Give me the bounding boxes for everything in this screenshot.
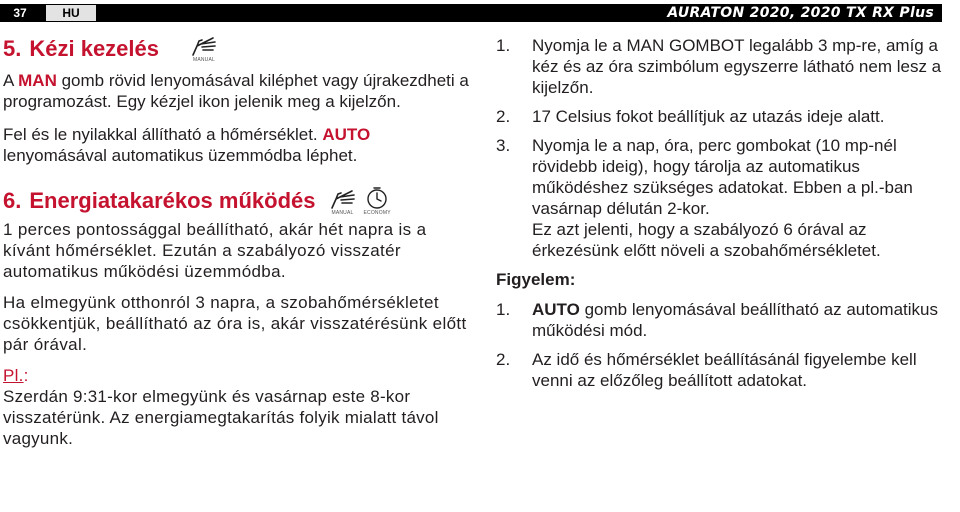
note-number: 2. (496, 350, 511, 369)
step-text: Nyomja le a nap, óra, perc gombokat (10 mp-nél rövidebb ideig), hogy tárolja az automatikus működéshez szükséges adatokat. Ebben a pl.-ban vasárnap délután 2-kor. (532, 136, 913, 218)
section-5-icons (189, 35, 219, 63)
section-5-heading (3, 32, 473, 66)
section-6-icons (328, 186, 391, 216)
section-5-title: Kézi kezelés (29, 36, 159, 61)
step-text-continued: Ez azt jelenti, hogy a szabályozó 6 órával az érkezésünk előtt növeli a szobahőmérsékletet. (532, 220, 881, 260)
list-item (496, 299, 952, 341)
hand-icon-caption: MANUAL (192, 57, 216, 63)
list-item (496, 35, 952, 98)
auto-keyword: AUTO (322, 125, 371, 144)
hand-icon-caption: MANUAL (331, 210, 354, 216)
hand-icon (189, 35, 219, 63)
note-number: 1. (496, 300, 511, 319)
man-keyword: MAN (18, 71, 57, 90)
step-number: 2. (496, 107, 511, 126)
step-number: 3. (496, 136, 511, 155)
product-title: AURATON 2020, 2020 TX RX Plus (667, 5, 934, 21)
section-6-example: Pl.: Szerdán 9:31-kor elmegyünk és vasárnap este 8-kor visszatérünk. Az energiamegtakarítás folyik mialatt távol vagyunk. (3, 366, 439, 448)
page-number: 37 (0, 4, 40, 22)
section-5-paragraph-2: Fel és le nyilakkal állítható a hőmérséklet. AUTO lenyomásával automatikus üzemmódba léphet. (3, 125, 371, 165)
language-tag: HU (46, 5, 96, 21)
section-5-number: 5. (3, 36, 22, 61)
section-6-title: Energiatakarékos működés (29, 188, 316, 213)
list-item (496, 135, 952, 261)
example-text: Szerdán 9:31-kor elmegyünk és vasárnap este 8-kor visszatérünk. Az energiamegtakarítás folyik mialatt távol vagyunk. (3, 387, 439, 448)
section-6-paragraph-2: Ha elmegyünk otthonról 3 napra, a szobahőmérsékletet csökkentjük, beállítható az óra is, akár visszatérésünk előtt pár órával. (3, 293, 467, 354)
step-text: Nyomja le a MAN GOMBOT legalább 3 mp-re, amíg a kéz és az óra szimbólum egyszerre látható nem lesz a kijelzőn. (532, 36, 942, 97)
clock-icon-caption: ECONOMY (363, 210, 391, 216)
section-5-paragraph-1: A MAN gomb rövid lenyomásával kiléphet vagy újrakezdheti a programozást. Egy kézjel ikon jelenik meg a kijelzőn. (3, 71, 469, 111)
hand-icon (328, 188, 358, 216)
list-item (496, 349, 952, 391)
left-column (3, 32, 473, 449)
section-6-paragraph-1: 1 perces pontossággal beállítható, akár hét napra is a kívánt hőmérséklet. Ezután a szabályozó visszatér automatikus működési üzemmódba. (3, 220, 427, 281)
section-6-heading (3, 184, 473, 218)
clock-icon (364, 186, 391, 216)
note-list (496, 299, 952, 391)
example-label: Pl. (3, 366, 24, 385)
steps-list (496, 35, 952, 261)
note-text: Az idő és hőmérséklet beállításánál figyelembe kell venni az előzőleg beállított adatokat. (532, 350, 917, 390)
section-6-number: 6. (3, 188, 22, 213)
right-column (496, 32, 952, 399)
section-5-body (3, 70, 473, 166)
section-6-body (3, 219, 473, 449)
note-text: gomb lenyomásával beállítható az automatikus működési mód. (532, 300, 939, 340)
list-item (496, 106, 952, 127)
step-number: 1. (496, 36, 511, 55)
step-text: 17 Celsius fokot beállítjuk az utazás ideje alatt. (532, 107, 885, 126)
auto-keyword: AUTO (532, 300, 580, 319)
note-title: Figyelem: (496, 270, 576, 289)
